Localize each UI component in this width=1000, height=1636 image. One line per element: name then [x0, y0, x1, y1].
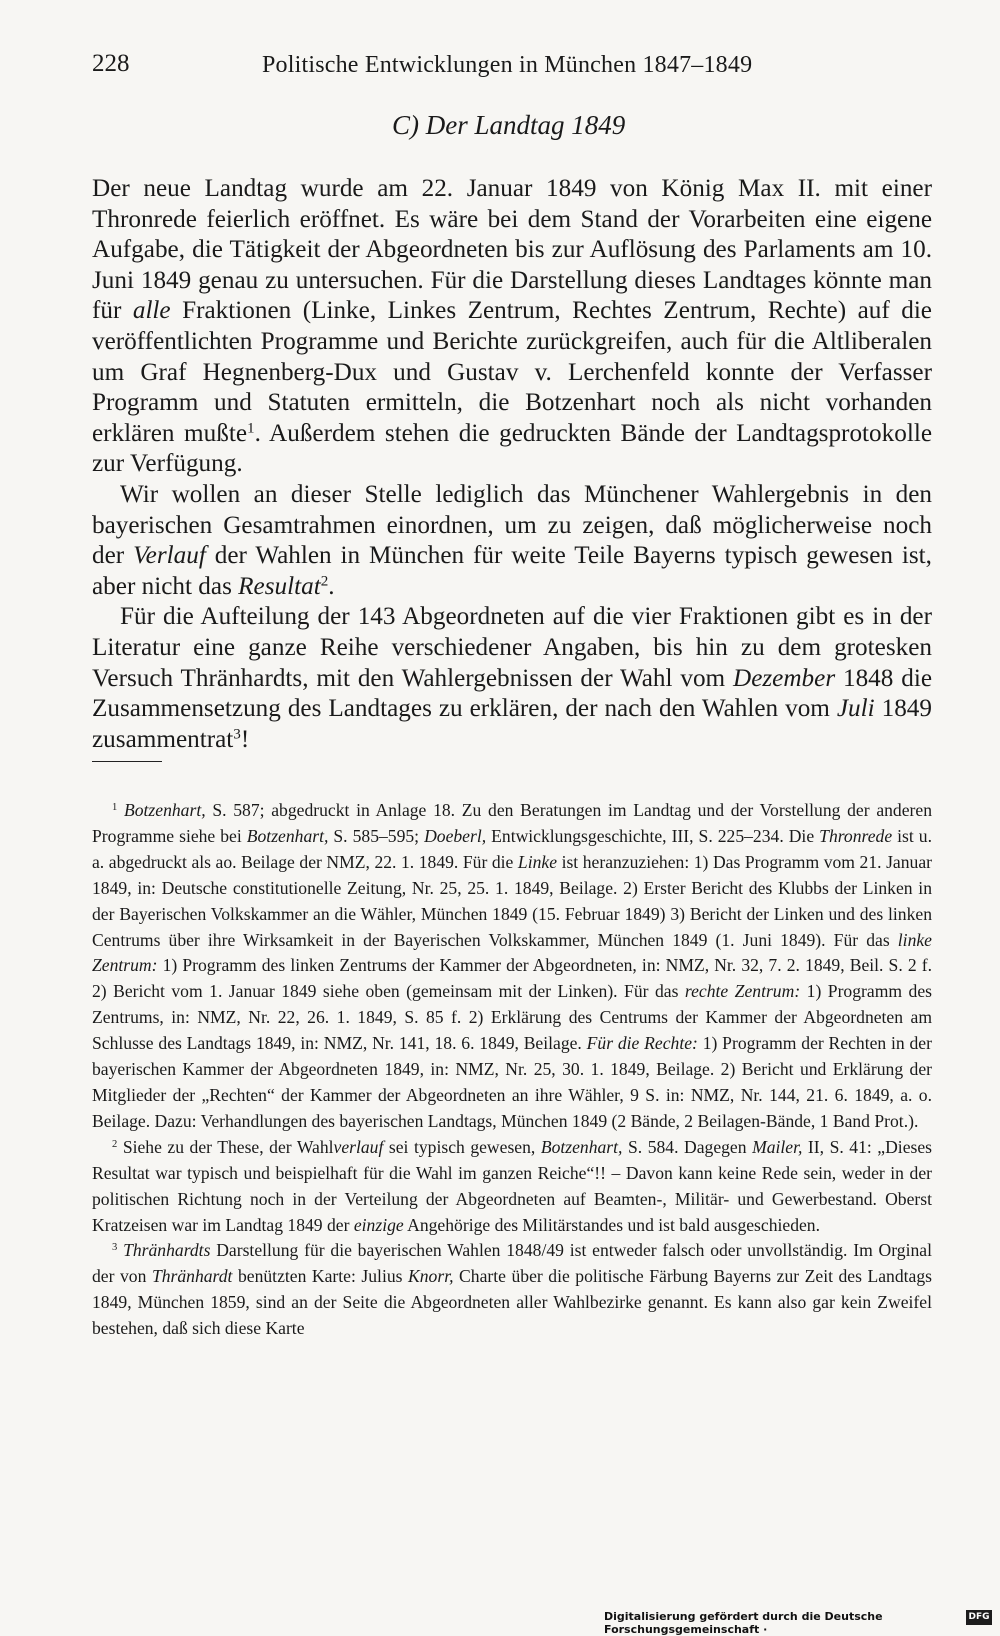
emphasis: rechte Zentrum:	[684, 981, 801, 1002]
text-run: Charte über die politische Färbung Bayerns zur Zeit des Landtags 1849, München 1859, sind an der Seite die Abgeordneten aller Wahlbezirke genannt. Es kann also gar kein Zweifel bestehen, daß sich diese Karte	[92, 1266, 932, 1339]
text-run: !	[240, 725, 250, 753]
text-run: 1) Programm des linken Zentrums der Kammer der Abgeordneten, in: NMZ, Nr. 32, 7. 2. 1849, Beil. S. 2 f. 2) Bericht vom 1. Januar 1849 siehe oben (gemeinsam mit der Linken). Für das	[92, 955, 932, 1002]
emphasis: Verlauf	[133, 542, 206, 570]
text-run: Angehörige des Militärstandes und ist bald ausgeschieden.	[403, 1214, 820, 1235]
text-run: II, S. 41: „Dieses Resultat war typisch und beispielhaft für die Wahl im ganzen Reiche“!! – Davon kann keine Rede sein, weder in der politischen Richtung noch in der Verteilung der Abgeordneten auf Beamten-, Militär- und Gewerbestand. Oberst Kratzeisen war im Landtag 1849 der	[92, 1136, 933, 1235]
emphasis: einzige	[353, 1214, 404, 1235]
text-run: . Außerdem stehen die gedruckten Bände der Landtagsprotokolle zur Verfügung.	[92, 419, 932, 478]
text-run: 1848 die Zusammensetzung des Landtages zu erklären, der nach den Wahlen vom	[92, 664, 932, 723]
emphasis: alle	[132, 297, 171, 325]
page-number: 228	[92, 50, 130, 77]
text-run: ist heranzuziehen: 1) Das Programm vom 21. Januar 1849, in: Deutsche constitutionelle Zeitung, Nr. 25, 25. 1. 1849, Beilage. 2) Erster Bericht des Klubbs der Linken in der Bayerischen Volkskammer an die Wähler, München 1849 (15. Februar 1849) 3) Bericht der Linken und des linken Centrums über ihre Wirksamkeit in der Bayerischen Volkskammer, München 1849 (1. Juni 1849). Für das	[92, 851, 932, 950]
text-run: Der neue Landtag wurde am 22. Januar 1849 von König Max II. mit einer Thronrede feierlich eröffnet. Es wäre bei dem Stand der Vorarbeiten eine eigene Aufgabe, die Tätigkeit der Abgeordneten bis zur Auflösung des Parlaments am 10. Juni 1849 genau zu untersuchen. Für die Darstellung dieses Landtages könnte man für	[92, 175, 932, 325]
emphasis: Resultat	[238, 572, 321, 600]
emphasis: Thränhardts	[123, 1240, 211, 1261]
text-run: 1849 zusammentrat	[92, 695, 932, 753]
footnote-2	[92, 1135, 932, 1239]
running-header: Politische Entwicklungen in München 1847–1849	[262, 52, 753, 78]
text-run: 1) Programm des Zentrums, in: NMZ, Nr. 22, 26. 1. 1849, S. 85 f. 2) Erklärung des Centrums der Kammer der Abgeordneten am Schlusse des Landtags 1849, in: NMZ, Nr. 141, 18. 6. 1849, Beilage.	[92, 981, 932, 1054]
emphasis: Dezember	[733, 664, 836, 692]
text-run: Für die Aufteilung der 143 Abgeordneten auf die vier Fraktionen gibt es in der Literatur eine ganze Reihe verschiedener Angaben, bis hin zu dem grotesken Versuch Thränhardts, mit den Wahlergebnissen der Wahl vom	[92, 603, 932, 692]
text-run: S. 587; abgedruckt in Anlage 18. Zu den Beratungen im Landtag und der Vorstellung der anderen Programme siehe bei	[92, 800, 932, 846]
emphasis: linke Zentrum:	[92, 929, 932, 976]
paragraph-1	[92, 174, 932, 480]
footnote-1	[92, 798, 932, 1135]
digitization-credit: Digitalisierung gefördert durch die Deutsche Forschungsgemeinschaft ·	[604, 1610, 883, 1636]
text-run: S. 585–595;	[328, 825, 425, 846]
text-run: Fraktionen (Linke, Linkes Zentrum, Rechtes Zentrum, Rechte) auf die veröffentlichten Programme und Berichte zurückgreifen, auch für die Altliberalen um Graf Hegnenberg-Dux und Gustav v. Lerchenfeld konnte der Verfasser Programm und Statuten ermitteln, die Botzenhart noch als nicht vorhanden erklären mußte	[92, 297, 932, 447]
emphasis: Thronrede	[819, 825, 893, 846]
footnote-marker: 1	[112, 802, 118, 814]
text-run: Siehe zu der These, der Wahl	[122, 1136, 334, 1157]
emphasis: Knorr,	[408, 1266, 454, 1287]
paragraph-2	[92, 480, 932, 602]
emphasis: Botzenhart,	[246, 825, 329, 846]
text-run: benützten Karte: Julius	[232, 1266, 409, 1287]
text-run: der Wahlen in München für weite Teile Bayerns typisch gewesen ist, aber nicht das	[92, 542, 932, 600]
emphasis: Doeberl,	[424, 825, 487, 846]
text-run: Wir wollen an dieser Stelle lediglich das Münchener Wahlergebnis in den bayerischen Gesamtrahmen einordnen, um zu zeigen, daß möglicherweise noch der	[92, 480, 932, 570]
main-text	[92, 174, 932, 755]
footnotes	[92, 798, 932, 1342]
text-run: 1) Programm der Rechten in der bayerischen Kammer der Abgeordneten 1849, in: NMZ, Nr. 25, 30. 1. 1849, Beilage. 2) Bericht und Erklärung der Mitglieder der „Rechten“ der Kammer der Abgeordneten an ihre Wähler, 9 S. in: NMZ, Nr. 144, 21. 6. 1849, a. o. Beilage. Dazu: Verhandlungen des bayerischen Landtags, München 1849 (2 Bände, 2 Beilagen-Bände, 1 Band Prot.).	[92, 1033, 932, 1131]
text-run: .	[328, 572, 335, 600]
footnote-marker: 3	[112, 1242, 118, 1254]
dfg-logo[interactable]: DFG	[966, 1610, 992, 1625]
emphasis: Juli	[836, 695, 875, 723]
text-run: Entwicklungsgeschichte, III, S. 225–234. Die	[486, 825, 820, 846]
footnote-rule	[92, 761, 162, 762]
footnote-3	[92, 1238, 932, 1342]
emphasis: Thränhardt	[151, 1266, 233, 1287]
paragraph-3	[92, 602, 932, 755]
emphasis: Botzenhart,	[124, 800, 206, 820]
emphasis: Linke	[517, 851, 558, 872]
footnote-marker: 2	[112, 1138, 118, 1150]
emphasis: Botzenhart,	[540, 1136, 623, 1157]
emphasis: Für die Rechte:	[586, 1033, 698, 1054]
section-title: C) Der Landtag 1849	[392, 110, 626, 140]
text-run: S. 584. Dagegen	[622, 1136, 753, 1157]
text-run: ist u. a. abgedruckt als ao. Beilage der NMZ, 22. 1. 1849. Für die	[92, 825, 932, 872]
emphasis: Mailer,	[752, 1136, 803, 1157]
footnote-ref-3[interactable]: 3	[233, 726, 241, 743]
footnote-ref-2[interactable]: 2	[320, 573, 329, 590]
emphasis: verlauf	[333, 1136, 384, 1157]
footnote-ref-1[interactable]: 1	[247, 420, 255, 437]
text-run: Darstellung für die bayerischen Wahlen 1848/49 ist entweder falsch oder unvollständig. Im Orginal der von	[92, 1240, 932, 1287]
text-run: sei typisch gewesen,	[383, 1136, 541, 1157]
